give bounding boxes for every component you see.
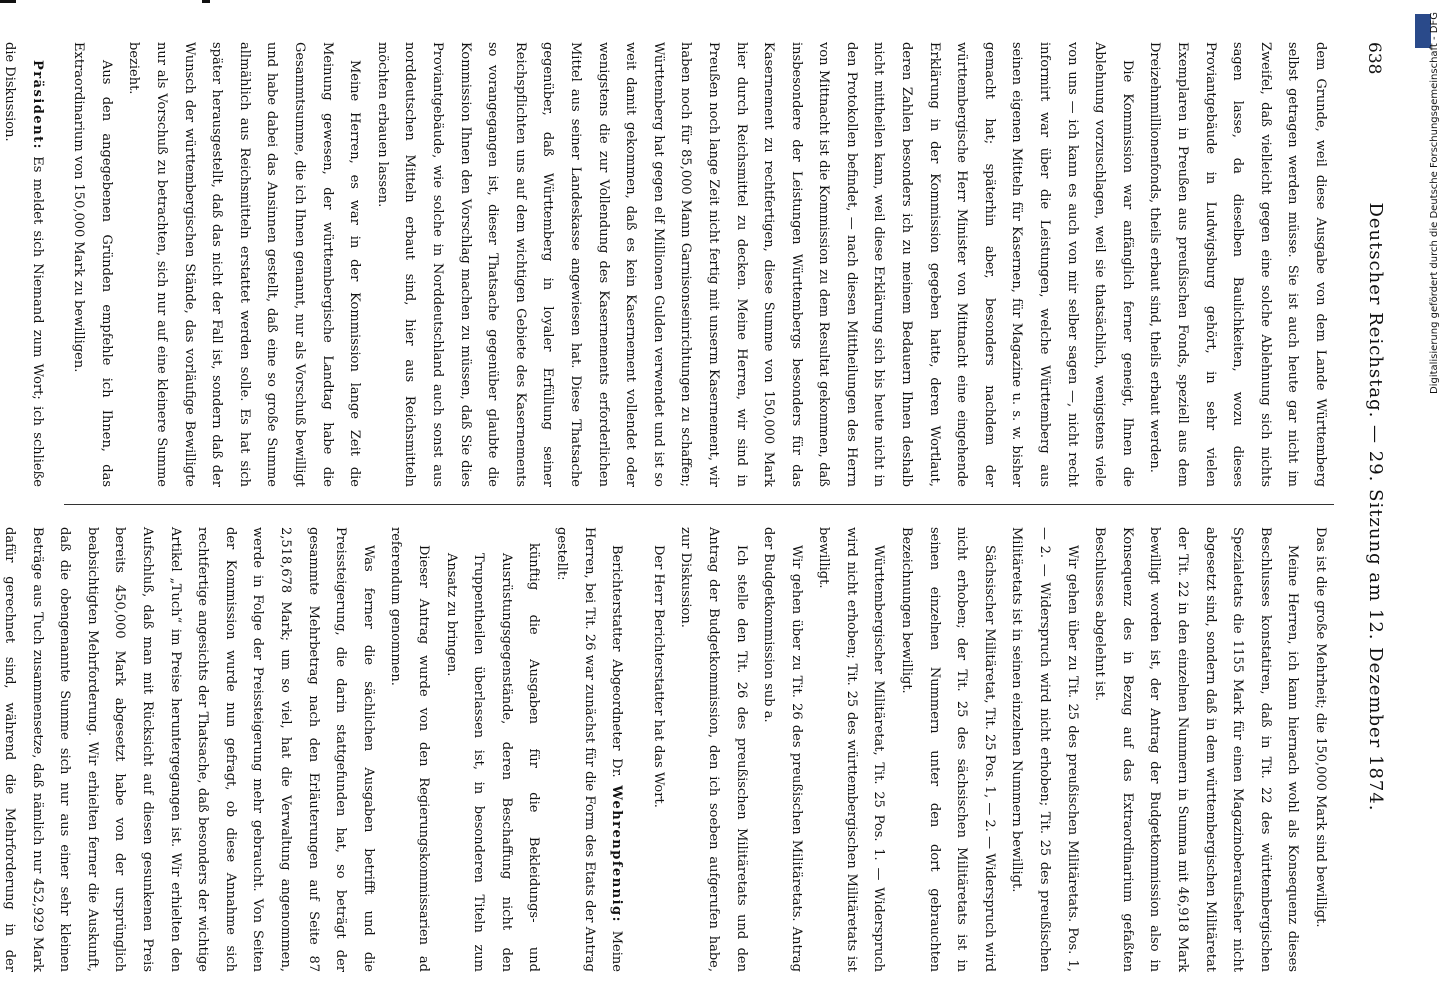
credit-text: Digitalisierung gefördert durch die Deutsche Forschungsgemeinschaft - [1429,36,1440,395]
statement-text: Meine Herren, bei Tit. 26 war zunächst für die Form des Etats der Antrag gestellt: [553,527,625,972]
credit-logo-text: DFG [1429,12,1440,34]
president-statement [0,42,51,487]
column-divider [64,504,1334,505]
scan-edge-marks [0,0,1432,4]
paragraph: Sächsischer Militäretat, Tit. 25 Pos. 1, — 2. — Widerspruch wird nicht erhoben; der Tit. 25 des sächsischen Militäretats ist in seinen einzelnen Nummern unter den dort gebrauchten Bezeichnungen bewilligt. [899,527,997,972]
left-column [2,42,1334,487]
running-title: Deutscher Reichstag. — 29. Sitzung am 12. Dezember 1874. [1365,202,1386,812]
statement-text: Es meldet sich Niemand zum Wort; ich schließe die Diskussion. [2,42,45,487]
paragraph: Die Kommission war anfänglich ferner geneigt, Ihnen die Ablehnung vorzuschlagen, weil sie thatsächlich, wenigstens viele von uns — ich kann es auch von mir selber sagen —, nicht recht informirt war über die Leistungen, welche Württemberg aus seinen eigenen Mitteln für Kasernen, für Magazine u. s. w. bisher gemacht hat; späterhin aber, besonders nachdem der württembergische Herr Minister von Mittnacht eine eingehende Erklärung in der Kommission gegeben hatte, deren Wortlaut, deren Zahlen besonders ich zu meinem Bedauern Ihnen deshalb nicht mittheilen kann, weil diese Erklärung sich bis heute nicht in den Protokollen befindet, — nach diesen Mittheilungen des Herrn von Mittnacht ist die Kommission zu dem Resultat gekommen, daß insbesondere der Leistungen Württembergs besonders für das Kasernement zu rechtfertigen, diese Summe von 150,000 Mark hier durch Reichsmittel zu decken. Meine Herren, wir sind in Preußen noch lange Zeit nicht fertig mit unserm Kasernement, wir haben noch für 85,000 Mann Garnisonseinrichtungen zu schaffen; Württemberg hat gegen elf Millionen Gulden verwendet und ist so weit damit gekommen, daß es kein Kasernement vollendet oder wenigstens die zur Vollendung des Kasernements erforderlichen Mittel aus seiner Landeskasse angewiesen hat. Diese Thatsache gegenüber, daß Württemberg in loyaler Erfüllung seiner Reichspflichten uns auf dem wichtigen Gebiete des Kasernements so vorangegangen ist, dieser Thatsache gegenüber glaubte die Kommission Ihnen den Vorschlag machen zu müssen, daß Sie dies Proviantgebäude, wie solche in Norddeutschland auch sonst aus norddeutschen Mitteln erbaut sind, hier aus Reichsmitteln möchten erbauen lassen. [374,42,1135,487]
speaker-role: Berichterstatter Abgeordneter Dr. [609,545,625,778]
right-column [2,527,1334,972]
page-number: 638 [1364,42,1384,75]
paragraph: dem Grunde, weil diese Ausgabe von dem Lande Württemberg selbst getragen werden müsse. Sie ist auch heute gar nicht im Zweifel, daß vielleicht gegen eine solche Ablehnung sich nichts sagen lasse, da dieselben Baulichkeiten, wozu dieses Proviantgebäude in Ludwigsburg gehört, in sehr vielen Exemplaren in Preußen aus preußischen Fonds, speziell aus dem Dreizehnmillionenfonds, theils erbaut sind, theils erbaut werden. [1147,42,1328,487]
paragraph: Württembergischer Militäretat, Tit. 25 Pos. 1. — Widerspruch wird nicht erhoben; Tit. 25 des württembergischen Militäretats ist bewilligt. [816,527,887,972]
paragraph: Das ist die große Mehrheit; die 150,000 Mark sind bewilligt. [1313,527,1328,928]
paragraph: Aus den angegebenen Gründen empfehle ich Ihnen, das Extraordinarium von 150,000 Mark zu bewilligen. [71,42,114,487]
motion-list [437,527,547,972]
paragraph: Was ferner die sächlichen Ausgaben betrifft und die Preissteigerung, die darin stattgefunden hat, so beträgt der gesammte Mehrbetrag nach den Erläuterungen auf Seite 87 2,518,678 Mark; um so viel, hat die Verwaltung angenommen, werde in Folge der Preissteigerung mehr gebraucht. Von Seiten der Kommission wurde nun gefragt, ob diese Annahme sich rechtfertige angesichts der Thatsache, daß besonders der wichtige Artikel „Tuch“ im Preise heruntergegangen ist. Wir erhielten den Aufschluß, daß man mit Rücksicht auf diesen gesunkenen Preis bereits 450,000 Mark abgesetzt habe von der ursprünglich beabsichtigten Mehrforderung. Wir erhielten ferner die Auskunft, daß die obengenannte Summe sich nur aus einer sehr kleinen Beträge aus Tuch zusammensetze, daß nämlich nur 452,929 Mark dafür gerechnet sind, während die Mehrforderung in der [2,527,376,972]
paragraph: Ich stelle den Tit. 26 des preußischen Militäretats und den Antrag der Budgetkommission, den ich soeben aufgerufen habe, zur Diskussion. [678,527,749,972]
paragraph: Dieser Antrag wurde von den Regierungskommissarien ad referendum genommen. [388,527,431,972]
paragraph: Wir gehen über zu Tit. 25 des preußischen Militäretats. Pos. 1, — 2. — Widerspruch wird nicht erhoben; Tit. 25 des preußischen Militäretats ist in seinen einzelnen Nummern bewilligt. [1009,527,1080,972]
rotated-page-content [2,42,1392,972]
page-header [1348,42,1392,972]
edge-mark [202,0,210,3]
reporter-statement [547,527,630,972]
spacer [630,527,644,972]
paragraph: Der Herr Berichterstatter hat das Wort. [650,545,666,808]
paragraph: Wir gehen über zu Tit. 26 des preußischen Militäretats. Antrag der Budgetkommission sub a. [761,527,804,972]
paragraph: Meine Herren, ich kann hiernach wohl als Konsequenz dieses Beschlusses konstatiren, daß in Tit. 22 des württembergischen Spezialetats die 1155 Mark für einen Magazinoberaufseher nicht abgesetzt sind, sondern daß in dem württembergischen Militäretat der Tit. 22 in den einzelnen Nummern in Summa mit 46,918 Mark bewilligt worden ist, der Antrag der Budgetkommission also in Konsequenz des in Bezug auf das Extraordinarium gefaßten Beschlusses abgelehnt ist. [1092,527,1301,972]
speaker-name: Wehrenpfennig: [609,785,625,923]
digitization-credit [1416,12,1440,988]
paragraph: Meine Herren, es war in der Kommission lange Zeit die Meinung gewesen, der württembergische Landtag habe die Gesammtsumme, die ich Ihnen genannt, nur als Vorschuß bewilligt und habe dabei das Ansinnen gestellt, daß eine so große Summe allmählich aus Reichsmitteln erstattet werden solle. Es hat sich später herausgestellt, daß das nicht der Fall ist, sondern daß der Wunsch der württembergischen Stände, das vorläufige Bewilligte nur als Vorschuß zu betrachten, sich nur auf eine kleinere Summe bezieht. [126,42,363,487]
edge-mark [0,0,16,3]
spacer [51,42,65,487]
speaker-name: Präsident: [29,60,45,150]
list-item: künftig die Ausgaben für die Bekleidungs- und Ausrüstungsgegenstände, deren Beschaffung nicht den Truppentheilen überlassen ist, in besonderen Titeln zum Ansatz zu bringen. [443,543,542,972]
